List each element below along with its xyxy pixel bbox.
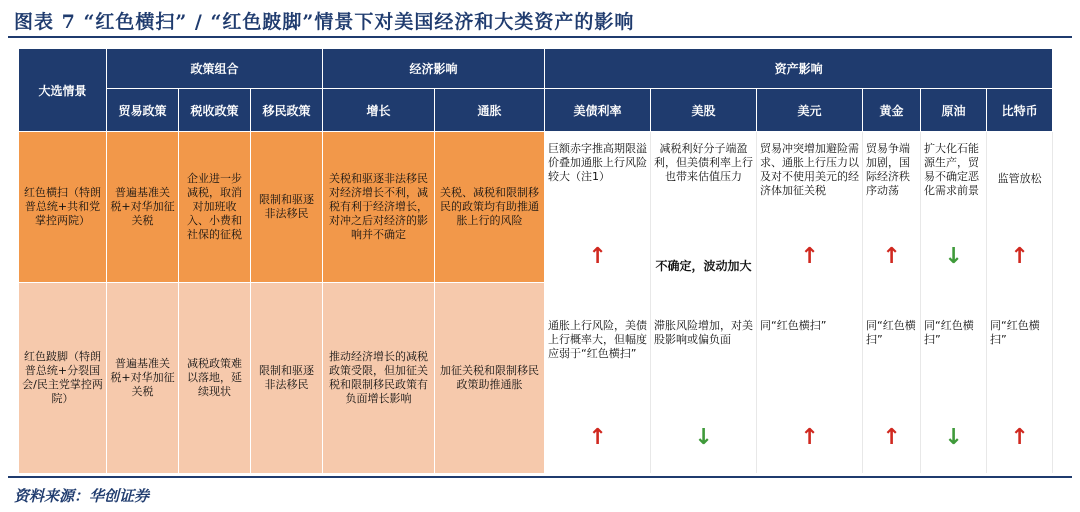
header-scenario: 大选情景 (19, 49, 107, 132)
figure-title: 图表 7 “红色横扫” / “红色跛脚”情景下对美国经济和大类资产的影响 (14, 11, 635, 33)
header-economy-group: 经济影响 (323, 49, 545, 89)
up-arrow-icon: ↑ (588, 244, 607, 269)
down-arrow-icon: ↓ (694, 425, 713, 450)
scenario-cell: 红色跛脚（特朗普总统+分裂国会/民主党掌控两院） (19, 283, 107, 474)
up-arrow-icon: ↑ (1010, 425, 1029, 450)
us-stocks-text: 滞胀风险增加，对美股影响或偏负面 (654, 319, 754, 346)
oil-text: 同“红色横扫” (924, 319, 974, 346)
gold-cell (863, 132, 921, 283)
immigration-cell: 限制和驱逐非法移民 (251, 283, 323, 474)
inflation-cell: 关税、减税和限制移民的政策均有助推通胀上行的风险 (435, 132, 545, 283)
header-immigration: 移民政策 (251, 89, 323, 132)
up-arrow-icon: ↑ (882, 244, 901, 269)
scenario-cell: 红色横扫（特朗普总统+共和党掌控两院） (19, 132, 107, 283)
header-growth: 增长 (323, 89, 435, 132)
immigration-cell: 限制和驱逐非法移民 (251, 132, 323, 283)
header-oil: 原油 (921, 89, 987, 132)
bitcoin-cell (987, 283, 1053, 474)
usd-cell (757, 132, 863, 283)
up-arrow-icon: ↑ (882, 425, 901, 450)
header-usd: 美元 (757, 89, 863, 132)
ust-yield-cell (545, 132, 651, 283)
us-stocks-cell (651, 132, 757, 283)
up-arrow-icon: ↑ (1010, 244, 1029, 269)
bitcoin-text: 监管放松 (997, 172, 1042, 185)
footer-rule (8, 476, 1072, 478)
source-note: 资料来源：华创证券 (14, 487, 150, 505)
us-stocks-text: 减税利好分子端盈利，但美债利率上行也带来估值压力 (654, 142, 754, 183)
up-arrow-icon: ↑ (800, 425, 819, 450)
table-row-red-lame (19, 283, 1053, 474)
gold-text: 贸易争端加剧，国际经济秩序动荡 (866, 142, 911, 197)
bitcoin-cell (987, 132, 1053, 283)
growth-cell: 推动经济增长的减税政策受限，但加征关税和限制移民政策有负面增长影响 (323, 283, 435, 474)
header-gold: 黄金 (863, 89, 921, 132)
usd-cell (757, 283, 863, 474)
tax-cell: 企业进一步减税，取消对加班收入、小费和社保的征税 (179, 132, 251, 283)
bitcoin-text: 同“红色横扫” (990, 319, 1040, 346)
impact-table (18, 48, 1053, 474)
trade-cell: 普遍基准关税+对华加征关税 (107, 132, 179, 283)
header-policy-group: 政策组合 (107, 49, 323, 89)
oil-cell (921, 283, 987, 474)
ust-yield-text: 巨额赤字推高期限溢价叠加通胀上行风险较大（注1） (548, 142, 648, 183)
header-bitcoin: 比特币 (987, 89, 1053, 132)
title-rule (8, 36, 1072, 38)
usd-text: 贸易冲突增加避险需求、通胀上行压力以及对不使用美元的经济体加征关税 (760, 142, 860, 197)
up-arrow-icon: ↑ (588, 425, 607, 450)
header-asset-group: 资产影响 (545, 49, 1053, 89)
down-arrow-icon: ↓ (944, 425, 963, 450)
header-tax: 税收政策 (179, 89, 251, 132)
header-inflation: 通胀 (435, 89, 545, 132)
us-stocks-outcome: 不确定，波动加大 (655, 259, 752, 273)
ust-yield-text: 通胀上行风险，美债上行概率大，但幅度应弱于“红色横扫” (548, 319, 648, 360)
down-arrow-icon: ↓ (944, 244, 963, 269)
oil-cell (921, 132, 987, 283)
up-arrow-icon: ↑ (800, 244, 819, 269)
oil-text: 扩大化石能源生产，贸易不确定恶化需求前景 (924, 142, 980, 197)
us-stocks-cell (651, 283, 757, 474)
header-trade: 贸易政策 (107, 89, 179, 132)
header-us-stocks: 美股 (651, 89, 757, 132)
trade-cell: 普遍基准关税+对华加征关税 (107, 283, 179, 474)
inflation-cell: 加征关税和限制移民政策助推通胀 (435, 283, 545, 474)
tax-cell: 减税政策难以落地，延续现状 (179, 283, 251, 474)
gold-text: 同“红色横扫” (866, 319, 916, 346)
usd-text: 同“红色横扫” (760, 319, 827, 332)
ust-yield-cell (545, 283, 651, 474)
table-row-red-sweep (19, 132, 1053, 283)
header-ust-yield: 美债利率 (545, 89, 651, 132)
growth-cell: 关税和驱逐非法移民对经济增长不利，减税有利于经济增长，对冲之后对经济的影响并不确定 (323, 132, 435, 283)
gold-cell (863, 283, 921, 474)
